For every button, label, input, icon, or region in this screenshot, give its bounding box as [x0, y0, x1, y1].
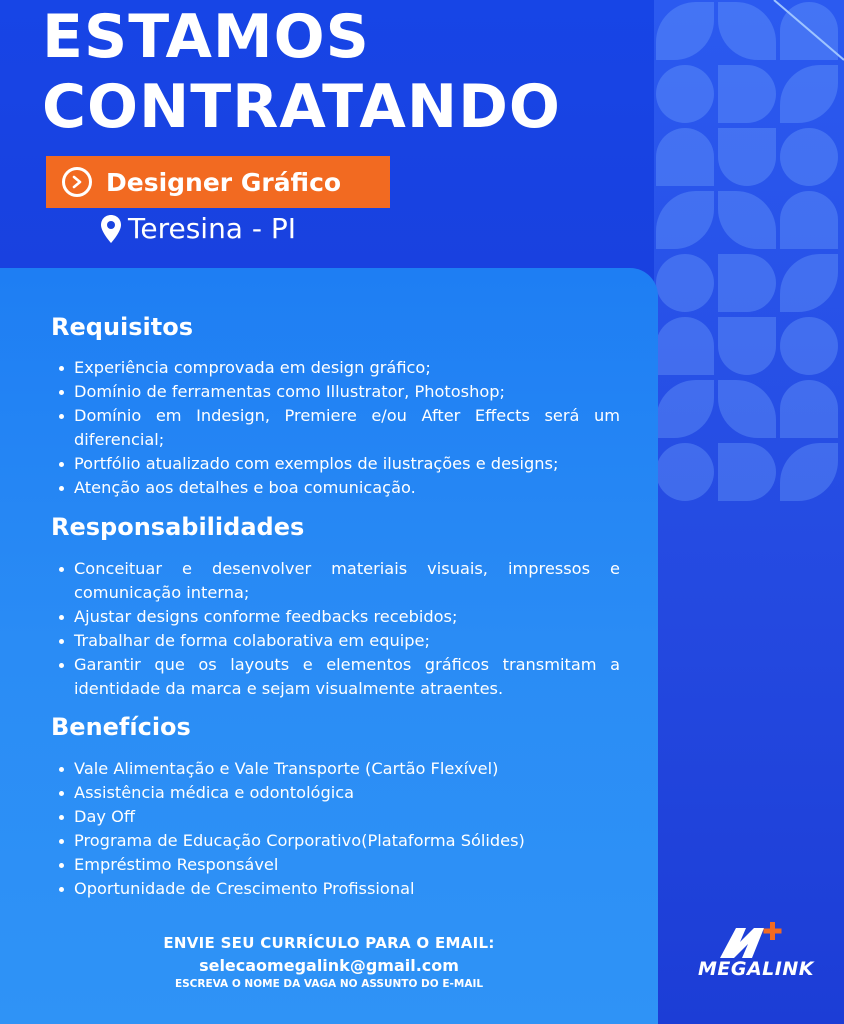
decorative-tile — [718, 254, 776, 312]
decorative-line — [764, 0, 844, 80]
decorative-tile — [718, 128, 776, 186]
decorative-tile — [718, 443, 776, 501]
decorative-tile — [780, 128, 838, 186]
headline-line-2: CONTRATANDO — [42, 72, 561, 142]
location-label: Teresina - PI — [128, 212, 297, 245]
list-item: Garantir que os layouts e elementos gráficos transmitam a identidade da marca e sejam visualmente atraentes. — [56, 653, 620, 701]
list-item: Oportunidade de Crescimento Profissional — [56, 877, 620, 901]
footer-note: ESCREVA O NOME DA VAGA NO ASSUNTO DO E-MAIL — [174, 978, 484, 990]
decorative-tile — [780, 254, 838, 312]
decorative-tile — [718, 191, 776, 249]
list-item: Trabalhar de forma colaborativa em equipe; — [56, 629, 620, 653]
list-item: Ajustar designs conforme feedbacks recebidos; — [56, 605, 620, 629]
footer-cta: ENVIE SEU CURRÍCULO PARA O EMAIL: — [163, 934, 495, 952]
role-badge — [46, 156, 390, 208]
location — [100, 212, 296, 245]
role-title: Designer Gráfico — [106, 167, 342, 197]
responsabilidades-list — [56, 557, 620, 701]
decorative-tile — [780, 380, 838, 438]
decorative-tile — [656, 443, 714, 501]
list-item: Portfólio atualizado com exemplos de ilustrações e designs; — [56, 452, 620, 476]
list-item: Assistência médica e odontológica — [56, 781, 620, 805]
decorative-tile — [656, 65, 714, 123]
decorative-tile — [656, 128, 714, 186]
decorative-tile — [656, 254, 714, 312]
requisitos-title: Requisitos — [51, 313, 194, 341]
map-pin-icon — [100, 214, 122, 244]
decorative-tile — [780, 191, 838, 249]
responsabilidades-title: Responsabilidades — [51, 513, 305, 541]
contact-email: selecaomegalink@gmail.com — [199, 956, 459, 975]
list-item: Conceituar e desenvolver materiais visuais, impressos e comunicação interna; — [56, 557, 620, 605]
list-item: Vale Alimentação e Vale Transporte (Cartão Flexível) — [56, 757, 620, 781]
list-item: Experiência comprovada em design gráfico; — [56, 356, 620, 380]
decorative-tile — [780, 317, 838, 375]
list-item: Atenção aos detalhes e boa comunicação. — [56, 476, 620, 500]
beneficios-list — [56, 757, 620, 901]
chevron-right-circle-icon — [62, 167, 92, 197]
logo-text: MEGALINK — [698, 958, 814, 980]
requisitos-list — [56, 356, 620, 500]
decorative-tile — [656, 2, 714, 60]
megalink-logo — [676, 918, 836, 988]
list-item: Day Off — [56, 805, 620, 829]
decorative-tile — [656, 380, 714, 438]
beneficios-title: Benefícios — [51, 713, 191, 741]
list-item: Domínio em Indesign, Premiere e/ou After Effects será um diferencial; — [56, 404, 620, 452]
decorative-tile — [656, 317, 714, 375]
list-item: Domínio de ferramentas como Illustrator, Photoshop; — [56, 380, 620, 404]
list-item: Empréstimo Responsável — [56, 853, 620, 877]
list-item: Programa de Educação Corporativo(Plataforma Sólides) — [56, 829, 620, 853]
decorative-tile — [656, 191, 714, 249]
decorative-tile — [780, 443, 838, 501]
decorative-tile — [718, 380, 776, 438]
decorative-tile — [718, 317, 776, 375]
headline-line-1: ESTAMOS — [42, 2, 370, 72]
headline — [42, 2, 561, 142]
logo-mark-icon — [676, 918, 836, 962]
